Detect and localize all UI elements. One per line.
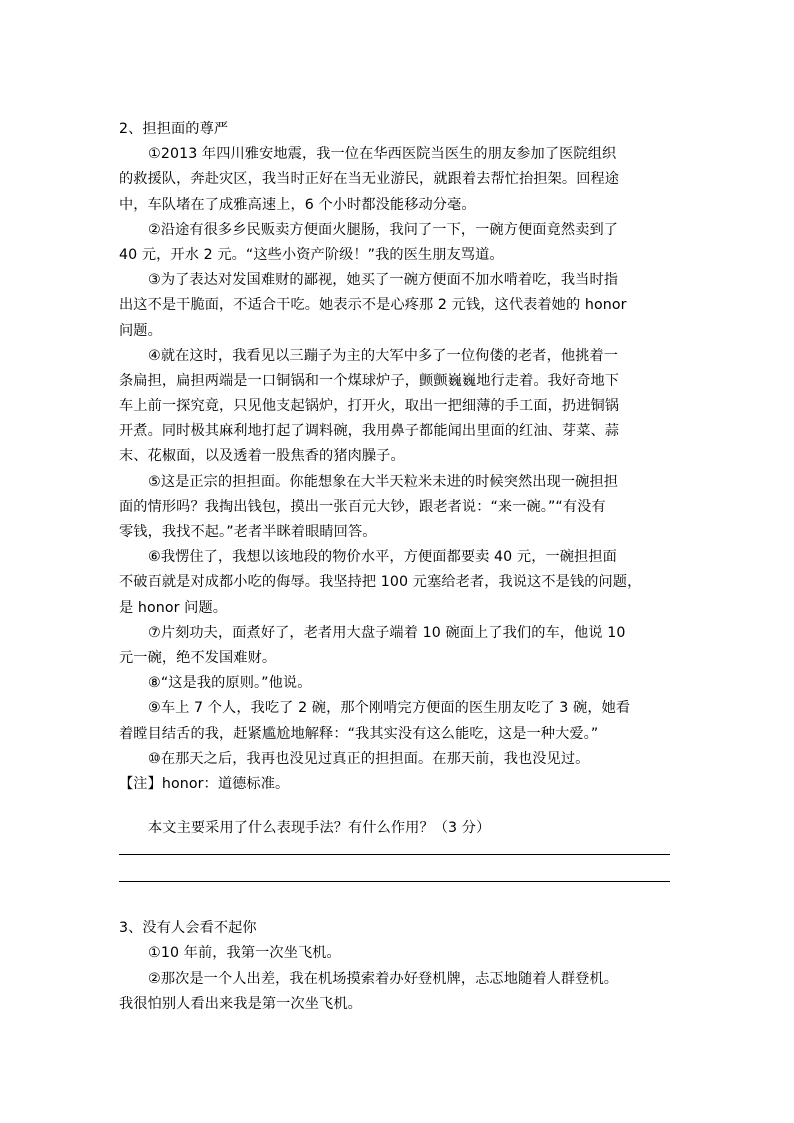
- section-3-paragraph-2-line-2: 我很怕别人看出来我是第一次坐飞机。: [119, 995, 362, 1012]
- paragraph-8-line-1: ⑧“这是我的原则。”他说。: [148, 675, 312, 692]
- paragraph-5-line-1: ⑤这是正宗的担担面。你能想象在大半天粒米未进的时候突然出现一碗担担: [148, 473, 619, 490]
- paragraph-7-line-2: 元一碗，绝不发国难财。: [119, 649, 277, 666]
- document-body: [119, 117, 684, 1017]
- paragraph-4-line-3: 车上前一探究竟，只见他支起锅炉，打开火，取出一把细薄的手工面，扔进铜锅: [119, 398, 620, 415]
- paragraph-5-line-2: 面的情形吗？我掏出钱包，摸出一张百元大钞，跟老者说：“来一碗。”“有没有: [119, 498, 606, 515]
- paragraph-4-line-1: ④就在这时，我看见以三蹦子为主的大军中多了一位佝偻的老者，他挑着一: [148, 347, 619, 364]
- answer-line-2[interactable]: [119, 868, 684, 895]
- paragraph-1-line-2: 的救援队，奔赴灾区，我当时正好在当无业游民，就跟着去帮忙抬担架。回程途: [119, 171, 620, 188]
- section-3-paragraph-1: ①10 年前，我第一次坐飞机。: [148, 945, 341, 962]
- paragraph-3-line-1: ③为了表达对发国难财的鄙视，她买了一碗方便面不加水啃着吃，我当时指: [148, 272, 619, 289]
- paragraph-9-line-1: ⑨车上 7 个人，我吃了 2 碗，那个刚啃完方便面的医生朋友吃了 3 碗，她看: [148, 700, 631, 717]
- spacer: [119, 895, 684, 916]
- spacer: [119, 797, 684, 816]
- paragraph-6-line-3: 是 honor 问题。: [119, 599, 228, 616]
- paragraph-4-line-5: 末、花椒面，以及透着一股焦香的猪肉臊子。: [119, 448, 405, 465]
- question-text: 本文主要采用了什么表现手法？有什么作用？（3 分）: [148, 820, 491, 837]
- paragraph-6-line-1: ⑥我愣住了，我想以该地段的物价水平，方便面都要卖 40 元，一碗担担面: [148, 549, 617, 566]
- paragraph-10-line-1: ⑩在那天之后，我再也没见过真正的担担面。在那天前，我也没见过。: [148, 750, 590, 767]
- note-line: 【注】honor：道德标准。: [119, 775, 290, 792]
- paragraph-1-line-3: 中，车队堵在了成雅高速上，6 个小时都没能移动分毫。: [119, 196, 476, 213]
- paragraph-7-line-1: ⑦片刻功夫，面煮好了，老者用大盘子端着 10 碗面上了我们的车，他说 10: [148, 624, 626, 641]
- paragraph-4-line-2: 条扁担，扁担两端是一口铜锅和一个煤球炉子，颤颤巍巍地行走着。我好奇地下: [119, 372, 620, 389]
- paragraph-1-line-1: ①2013 年四川雅安地震，我一位在华西医院当医生的朋友参加了医院组织: [148, 146, 617, 163]
- section-3-paragraph-2-line-1: ②那次是一个人出差，我在机场摸索着办好登机牌，忐忑地随着人群登机。: [148, 970, 619, 987]
- paragraph-3-line-2: 出这不是干脆面，不适合干吃。她表示不是心疼那 2 元钱，这代表着她的 honor: [119, 297, 627, 314]
- paragraph-3-line-3: 问题。: [119, 322, 162, 339]
- section-3-title: 3、没有人会看不起你: [119, 920, 257, 937]
- paragraph-5-line-3: 零钱，我找不起。”老者半眯着眼睛回答。: [119, 524, 377, 540]
- paragraph-6-line-2: 不破百就是对成都小吃的侮辱。我坚持把 100 元塞给老者，我说这不是钱的问题，: [119, 574, 642, 591]
- paragraph-2-line-2: 40 元，开水 2 元。“这些小资产阶级！”我的医生朋友骂道。: [119, 246, 504, 263]
- answer-line-1[interactable]: [119, 841, 684, 868]
- paragraph-9-line-2: 着瞠目结舌的我，赶紧尴尬地解释：“我其实没有这么能吃，这是一种大爱。”: [119, 725, 599, 742]
- section-2-title: 2、担担面的尊严: [119, 121, 229, 137]
- paragraph-2-line-1: ②沿途有很多乡民贩卖方便面火腿肠，我问了一下，一碗方便面竟然卖到了: [148, 221, 619, 238]
- answer-line-1-rule: [119, 854, 670, 855]
- answer-line-2-rule: [119, 881, 670, 882]
- paragraph-4-line-4: 开煮。同时极其麻利地打起了调料碗，我用鼻子都能闻出里面的红油、芽菜、蒜: [119, 423, 620, 440]
